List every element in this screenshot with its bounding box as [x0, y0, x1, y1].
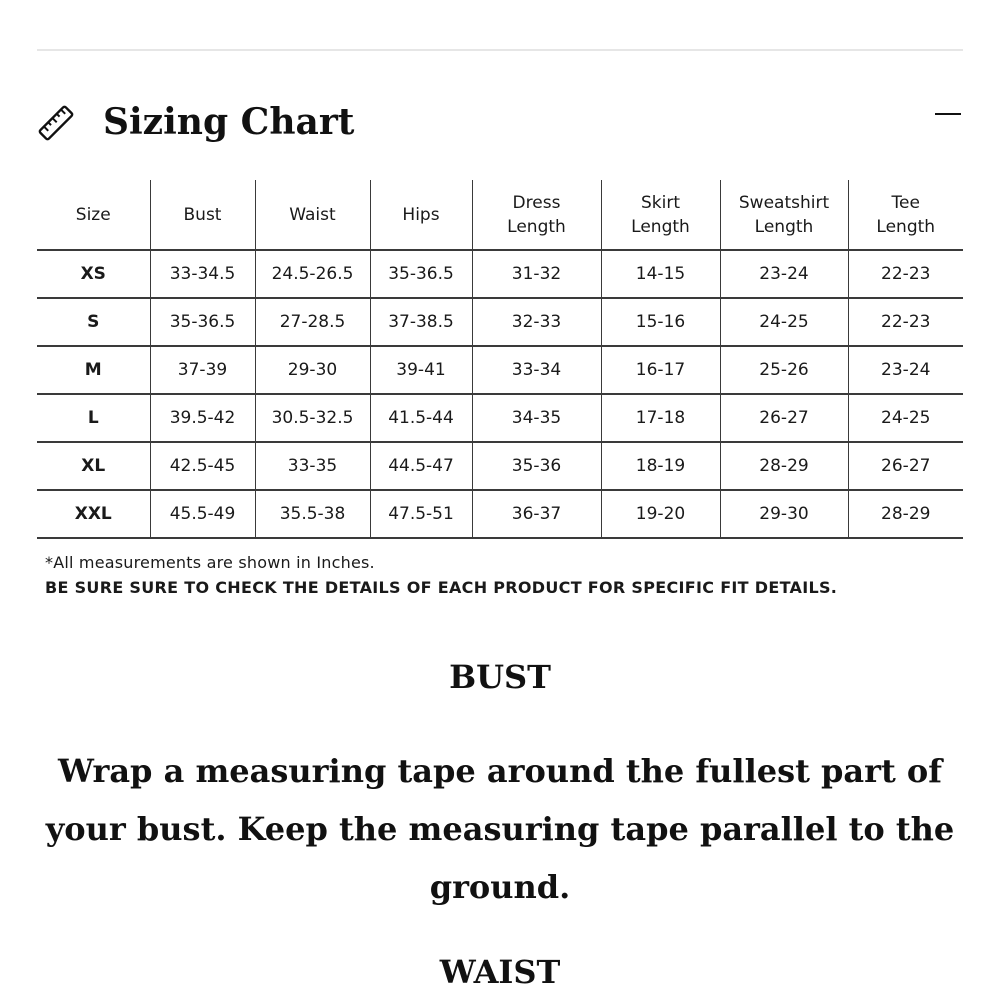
column-header: Bust	[150, 180, 255, 250]
measurement-cell: 18-19	[601, 442, 720, 490]
measurement-cell: 37-38.5	[370, 298, 472, 346]
measurement-cell: 39-41	[370, 346, 472, 394]
measurement-cell: 19-20	[601, 490, 720, 538]
measurement-cell: 35-36.5	[150, 298, 255, 346]
measurement-cell: 28-29	[720, 442, 848, 490]
sizing-chart-header[interactable]	[37, 96, 963, 152]
table-row	[37, 442, 963, 490]
waist-heading: WAIST	[439, 953, 561, 991]
column-header: Tee Length	[848, 180, 963, 250]
column-header: Hips	[370, 180, 472, 250]
measurement-cell: 34-35	[472, 394, 601, 442]
measurement-cell: 24.5-26.5	[255, 250, 370, 298]
measurement-cell: 28-29	[848, 490, 963, 538]
measurement-cell: 14-15	[601, 250, 720, 298]
section-title: Sizing Chart	[103, 101, 355, 143]
column-header: Sweatshirt Length	[720, 180, 848, 250]
table-row	[37, 298, 963, 346]
measurement-cell: 24-25	[848, 394, 963, 442]
bust-instructions: Wrap a measuring tape around the fullest part of your bust. Keep the measuring tape parallel to the ground.	[45, 752, 955, 906]
measurement-cell: 47.5-51	[370, 490, 472, 538]
measurement-cell: 42.5-45	[150, 442, 255, 490]
ruler-icon	[37, 104, 75, 142]
table-row	[37, 250, 963, 298]
table-header-row	[37, 180, 963, 250]
measurement-cell: 41.5-44	[370, 394, 472, 442]
measurement-cell: 26-27	[720, 394, 848, 442]
measurement-cell: 30.5-32.5	[255, 394, 370, 442]
size-table	[37, 180, 963, 539]
size-cell: XXL	[37, 490, 150, 538]
measurement-cell: 24-25	[720, 298, 848, 346]
measurement-cell: 35-36.5	[370, 250, 472, 298]
column-header: Dress Length	[472, 180, 601, 250]
measurement-cell: 29-30	[255, 346, 370, 394]
measurement-cell: 29-30	[720, 490, 848, 538]
measurement-cell: 23-24	[848, 346, 963, 394]
measurement-cell: 33-34.5	[150, 250, 255, 298]
measurement-cell: 35.5-38	[255, 490, 370, 538]
measurement-cell: 44.5-47	[370, 442, 472, 490]
table-row	[37, 346, 963, 394]
measurement-cell: 36-37	[472, 490, 601, 538]
collapse-button[interactable]	[935, 100, 963, 128]
size-cell: M	[37, 346, 150, 394]
measurement-cell: 31-32	[472, 250, 601, 298]
column-header: Size	[37, 180, 150, 250]
measurement-cell: 27-28.5	[255, 298, 370, 346]
table-row	[37, 490, 963, 538]
fit-note: BE SURE SURE TO CHECK THE DETAILS OF EACH PRODUCT FOR SPECIFIC FIT DETAILS.	[45, 578, 838, 597]
measurement-cell: 45.5-49	[150, 490, 255, 538]
measurement-cell: 33-35	[255, 442, 370, 490]
minus-icon	[935, 113, 961, 115]
measurement-cell: 25-26	[720, 346, 848, 394]
units-note: *All measurements are shown in Inches.	[45, 553, 375, 572]
measurement-cell: 22-23	[848, 250, 963, 298]
measurement-cell: 17-18	[601, 394, 720, 442]
size-cell: L	[37, 394, 150, 442]
measurement-cell: 15-16	[601, 298, 720, 346]
bust-heading: BUST	[449, 658, 551, 696]
top-divider	[37, 49, 963, 51]
column-header: Skirt Length	[601, 180, 720, 250]
size-cell: XL	[37, 442, 150, 490]
measurement-cell: 16-17	[601, 346, 720, 394]
measurement-cell: 35-36	[472, 442, 601, 490]
measurement-cell: 32-33	[472, 298, 601, 346]
measurement-cell: 22-23	[848, 298, 963, 346]
size-cell: XS	[37, 250, 150, 298]
measurement-cell: 37-39	[150, 346, 255, 394]
size-cell: S	[37, 298, 150, 346]
measurement-cell: 26-27	[848, 442, 963, 490]
measurement-cell: 23-24	[720, 250, 848, 298]
column-header: Waist	[255, 180, 370, 250]
table-row	[37, 394, 963, 442]
measurement-cell: 33-34	[472, 346, 601, 394]
measurement-cell: 39.5-42	[150, 394, 255, 442]
